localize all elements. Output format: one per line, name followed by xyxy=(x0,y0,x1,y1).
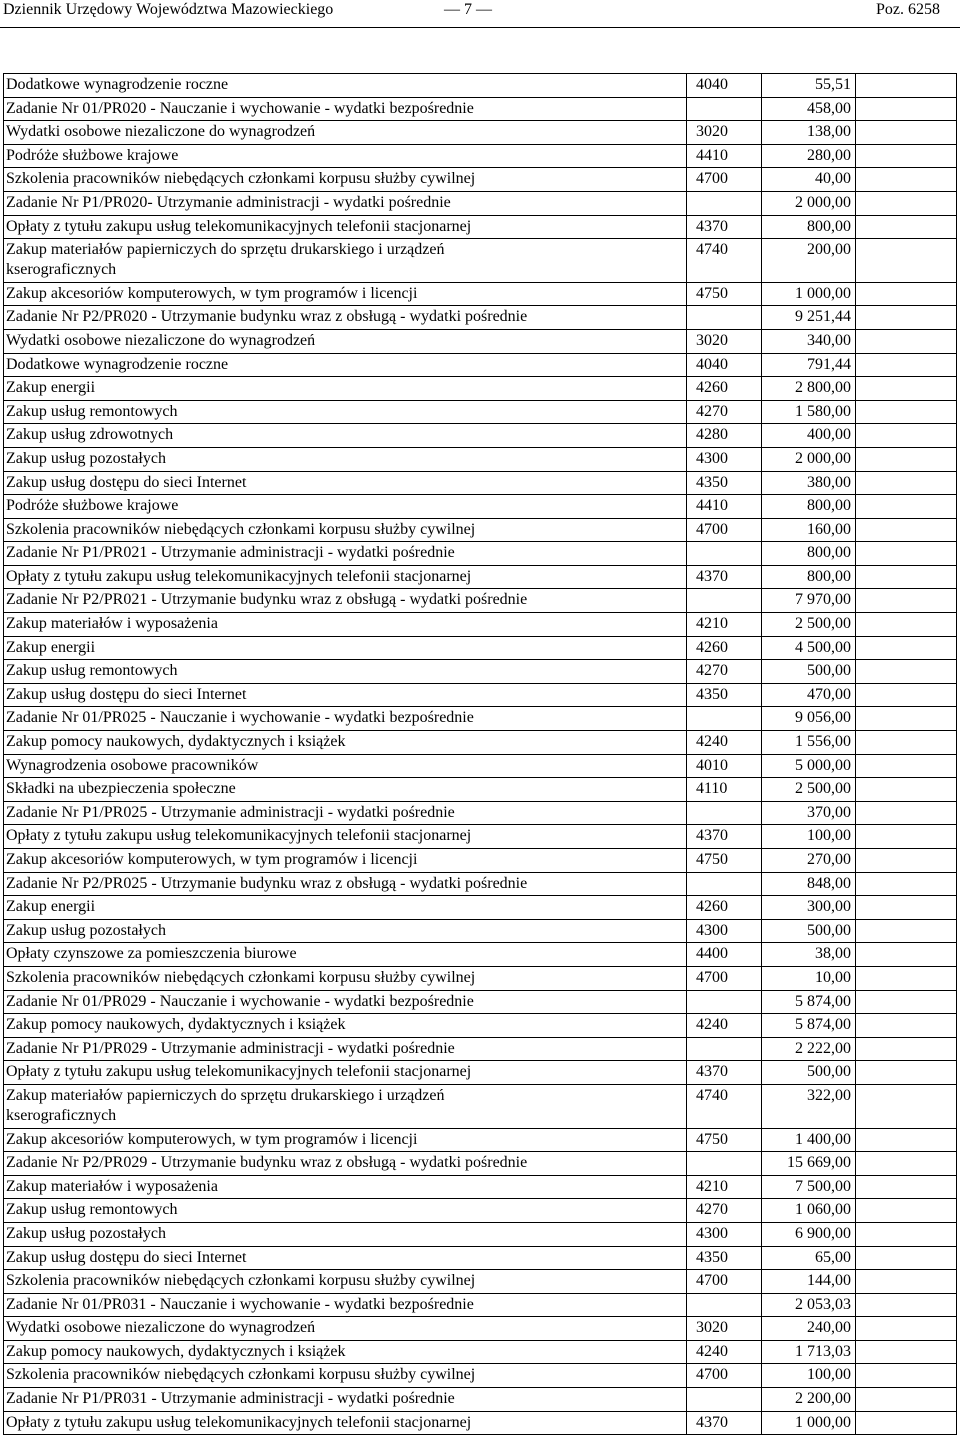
item-description: Opłaty z tytułu zakupu usług telekomunikacyjnych telefonii stacjonarnej xyxy=(4,566,687,589)
empty-cell xyxy=(856,566,957,589)
paragraph-code: 4300 xyxy=(687,1223,762,1246)
table-row xyxy=(4,731,957,755)
paragraph-code: 4350 xyxy=(687,1247,762,1270)
item-description: Szkolenia pracowników niebędących członkami korpusu służby cywilnej xyxy=(4,519,687,542)
empty-cell xyxy=(856,424,957,447)
item-description: Zadanie Nr P1/PR020- Utrzymanie administracji - wydatki pośrednie xyxy=(4,192,687,215)
empty-cell xyxy=(856,1199,957,1222)
table-row xyxy=(4,1038,957,1062)
budget-table xyxy=(3,73,957,1435)
amount: 270,00 xyxy=(762,849,856,872)
item-description: Podróże służbowe krajowe xyxy=(4,495,687,518)
item-description: Zakup usług pozostałych xyxy=(4,1223,687,1246)
table-row xyxy=(4,1270,957,1294)
table-row xyxy=(4,896,957,920)
table-row xyxy=(4,448,957,472)
amount: 791,44 xyxy=(762,354,856,377)
item-description: Wydatki osobowe niezaliczone do wynagrodzeń xyxy=(4,1317,687,1340)
paragraph-code: 4210 xyxy=(687,1176,762,1199)
empty-cell xyxy=(856,991,957,1014)
paragraph-code: 4300 xyxy=(687,920,762,943)
item-description: Wydatki osobowe niezaliczone do wynagrodzeń xyxy=(4,121,687,144)
paragraph-code: 4040 xyxy=(687,74,762,97)
amount: 9 251,44 xyxy=(762,306,856,329)
empty-cell xyxy=(856,145,957,168)
empty-cell xyxy=(856,707,957,730)
empty-cell xyxy=(856,239,957,282)
paragraph-code: 4240 xyxy=(687,1014,762,1037)
paragraph-code: 3020 xyxy=(687,121,762,144)
amount: 1 556,00 xyxy=(762,731,856,754)
table-row xyxy=(4,283,957,307)
item-description: Zakup usług zdrowotnych xyxy=(4,424,687,447)
amount: 100,00 xyxy=(762,1364,856,1387)
amount: 7 500,00 xyxy=(762,1176,856,1199)
item-description: Opłaty z tytułu zakupu usług telekomunikacyjnych telefonii stacjonarnej xyxy=(4,1061,687,1084)
empty-cell xyxy=(856,401,957,424)
empty-cell xyxy=(856,873,957,896)
item-description: Zakup energii xyxy=(4,896,687,919)
empty-cell xyxy=(856,920,957,943)
paragraph-code: 4740 xyxy=(687,1085,762,1128)
paragraph-code: 4270 xyxy=(687,401,762,424)
empty-cell xyxy=(856,660,957,683)
table-row xyxy=(4,354,957,378)
item-description: Zadanie Nr P1/PR025 - Utrzymanie administracji - wydatki pośrednie xyxy=(4,802,687,825)
amount: 1 580,00 xyxy=(762,401,856,424)
amount: 340,00 xyxy=(762,330,856,353)
amount: 5 000,00 xyxy=(762,755,856,778)
item-description: Wydatki osobowe niezaliczone do wynagrodzeń xyxy=(4,330,687,353)
paragraph-code: 4040 xyxy=(687,354,762,377)
paragraph-code: 4240 xyxy=(687,731,762,754)
table-row xyxy=(4,1176,957,1200)
amount: 2 500,00 xyxy=(762,613,856,636)
amount: 9 056,00 xyxy=(762,707,856,730)
empty-cell xyxy=(856,283,957,306)
table-row xyxy=(4,802,957,826)
table-row xyxy=(4,707,957,731)
paragraph-code: 3020 xyxy=(687,330,762,353)
table-row xyxy=(4,637,957,661)
paragraph-code xyxy=(687,542,762,565)
table-row xyxy=(4,943,957,967)
table-row xyxy=(4,1364,957,1388)
empty-cell xyxy=(856,519,957,542)
empty-cell xyxy=(856,330,957,353)
amount: 4 500,00 xyxy=(762,637,856,660)
page-header xyxy=(0,0,960,28)
item-description: Zadanie Nr 01/PR020 - Nauczanie i wychowanie - wydatki bezpośrednie xyxy=(4,98,687,121)
amount: 800,00 xyxy=(762,542,856,565)
item-description: Zakup usług remontowych xyxy=(4,401,687,424)
amount: 500,00 xyxy=(762,920,856,943)
table-row xyxy=(4,1317,957,1341)
table-row xyxy=(4,495,957,519)
amount: 5 874,00 xyxy=(762,991,856,1014)
empty-cell xyxy=(856,1364,957,1387)
item-description: Zakup materiałów i wyposażenia xyxy=(4,1176,687,1199)
empty-cell xyxy=(856,637,957,660)
table-row xyxy=(4,424,957,448)
empty-cell xyxy=(856,825,957,848)
empty-cell xyxy=(856,1412,957,1435)
empty-cell xyxy=(856,1270,957,1293)
table-row xyxy=(4,330,957,354)
paragraph-code: 4260 xyxy=(687,637,762,660)
amount: 240,00 xyxy=(762,1317,856,1340)
empty-cell xyxy=(856,1038,957,1061)
empty-cell xyxy=(856,1061,957,1084)
paragraph-code: 4270 xyxy=(687,1199,762,1222)
table-row xyxy=(4,239,957,283)
table-row xyxy=(4,967,957,991)
item-description: Szkolenia pracowników niebędących członkami korpusu służby cywilnej xyxy=(4,1270,687,1293)
item-description: Zakup usług remontowych xyxy=(4,660,687,683)
table-row xyxy=(4,1129,957,1153)
paragraph-code: 4260 xyxy=(687,377,762,400)
item-description: Zakup usług pozostałych xyxy=(4,920,687,943)
amount: 65,00 xyxy=(762,1247,856,1270)
paragraph-code: 4210 xyxy=(687,613,762,636)
amount: 280,00 xyxy=(762,145,856,168)
item-description: Zadanie Nr P1/PR031 - Utrzymanie administracji - wydatki pośrednie xyxy=(4,1388,687,1411)
empty-cell xyxy=(856,306,957,329)
item-description: Dodatkowe wynagrodzenie roczne xyxy=(4,74,687,97)
item-description: Podróże służbowe krajowe xyxy=(4,145,687,168)
amount: 7 970,00 xyxy=(762,589,856,612)
empty-cell xyxy=(856,684,957,707)
table-row xyxy=(4,1152,957,1176)
table-row xyxy=(4,566,957,590)
amount: 1 000,00 xyxy=(762,283,856,306)
table-row xyxy=(4,542,957,566)
amount: 138,00 xyxy=(762,121,856,144)
amount: 2 000,00 xyxy=(762,192,856,215)
paragraph-code xyxy=(687,192,762,215)
paragraph-code: 4370 xyxy=(687,566,762,589)
paragraph-code: 4750 xyxy=(687,849,762,872)
paragraph-code: 4350 xyxy=(687,684,762,707)
item-description: Szkolenia pracowników niebędących członkami korpusu służby cywilnej xyxy=(4,168,687,191)
empty-cell xyxy=(856,216,957,239)
empty-cell xyxy=(856,896,957,919)
paragraph-code: 4370 xyxy=(687,1061,762,1084)
empty-cell xyxy=(856,542,957,565)
amount: 1 000,00 xyxy=(762,1412,856,1435)
table-row xyxy=(4,660,957,684)
empty-cell xyxy=(856,448,957,471)
item-description: Szkolenia pracowników niebędących członkami korpusu służby cywilnej xyxy=(4,967,687,990)
paragraph-code xyxy=(687,873,762,896)
table-row xyxy=(4,472,957,496)
paragraph-code: 4700 xyxy=(687,967,762,990)
table-row xyxy=(4,145,957,169)
table-row xyxy=(4,401,957,425)
item-description: Zadanie Nr P2/PR020 - Utrzymanie budynku wraz z obsługą - wydatki pośrednie xyxy=(4,306,687,329)
item-description: Opłaty z tytułu zakupu usług telekomunikacyjnych telefonii stacjonarnej xyxy=(4,216,687,239)
paragraph-code: 4700 xyxy=(687,1270,762,1293)
paragraph-code xyxy=(687,1294,762,1317)
page-number: — 7 — xyxy=(444,1,492,18)
table-row xyxy=(4,684,957,708)
paragraph-code: 4410 xyxy=(687,145,762,168)
empty-cell xyxy=(856,755,957,778)
amount: 380,00 xyxy=(762,472,856,495)
paragraph-code: 4370 xyxy=(687,1412,762,1435)
paragraph-code xyxy=(687,802,762,825)
empty-cell xyxy=(856,192,957,215)
empty-cell xyxy=(856,1317,957,1340)
amount: 6 900,00 xyxy=(762,1223,856,1246)
amount: 5 874,00 xyxy=(762,1014,856,1037)
item-description: Zadanie Nr P1/PR029 - Utrzymanie administracji - wydatki pośrednie xyxy=(4,1038,687,1061)
paragraph-code xyxy=(687,1152,762,1175)
amount: 458,00 xyxy=(762,98,856,121)
table-row xyxy=(4,168,957,192)
table-row xyxy=(4,121,957,145)
table-row xyxy=(4,1061,957,1085)
paragraph-code: 4740 xyxy=(687,239,762,282)
item-description: Zakup akcesoriów komputerowych, w tym programów i licencji xyxy=(4,283,687,306)
amount: 800,00 xyxy=(762,566,856,589)
item-description: Zakup energii xyxy=(4,377,687,400)
table-row xyxy=(4,1199,957,1223)
amount: 2 000,00 xyxy=(762,448,856,471)
item-description: Opłaty z tytułu zakupu usług telekomunikacyjnych telefonii stacjonarnej xyxy=(4,1412,687,1435)
item-description: Zakup akcesoriów komputerowych, w tym programów i licencji xyxy=(4,849,687,872)
amount: 2 053,03 xyxy=(762,1294,856,1317)
table-row xyxy=(4,377,957,401)
amount: 15 669,00 xyxy=(762,1152,856,1175)
table-row xyxy=(4,920,957,944)
paragraph-code: 4350 xyxy=(687,472,762,495)
item-description: Zakup pomocy naukowych, dydaktycznych i książek xyxy=(4,1014,687,1037)
table-row xyxy=(4,873,957,897)
amount: 370,00 xyxy=(762,802,856,825)
amount: 2 500,00 xyxy=(762,778,856,801)
paragraph-code xyxy=(687,991,762,1014)
table-row xyxy=(4,192,957,216)
amount: 100,00 xyxy=(762,825,856,848)
empty-cell xyxy=(856,1152,957,1175)
item-description: Zakup materiałów papierniczych do sprzętu drukarskiego i urządzeń kserograficznych xyxy=(4,1085,687,1128)
amount: 144,00 xyxy=(762,1270,856,1293)
amount: 500,00 xyxy=(762,660,856,683)
item-description: Opłaty z tytułu zakupu usług telekomunikacyjnych telefonii stacjonarnej xyxy=(4,825,687,848)
item-description: Wynagrodzenia osobowe pracowników xyxy=(4,755,687,778)
paragraph-code: 4270 xyxy=(687,660,762,683)
table-row xyxy=(4,98,957,122)
empty-cell xyxy=(856,1129,957,1152)
amount: 55,51 xyxy=(762,74,856,97)
item-description: Zadanie Nr P1/PR021 - Utrzymanie administracji - wydatki pośrednie xyxy=(4,542,687,565)
table-row xyxy=(4,1223,957,1247)
item-description: Zadanie Nr P2/PR029 - Utrzymanie budynku wraz z obsługą - wydatki pośrednie xyxy=(4,1152,687,1175)
paragraph-code: 4370 xyxy=(687,216,762,239)
paragraph-code: 4010 xyxy=(687,755,762,778)
table-row xyxy=(4,216,957,240)
journal-title: Dziennik Urzędowy Województwa Mazowieckiego xyxy=(3,1,334,18)
item-description: Składki na ubezpieczenia społeczne xyxy=(4,778,687,801)
amount: 400,00 xyxy=(762,424,856,447)
position-number: Poz. 6258 xyxy=(876,1,940,18)
amount: 1 060,00 xyxy=(762,1199,856,1222)
item-description: Zadanie Nr P2/PR021 - Utrzymanie budynku wraz z obsługą - wydatki pośrednie xyxy=(4,589,687,612)
table-row xyxy=(4,613,957,637)
item-description: Zakup materiałów papierniczych do sprzętu drukarskiego i urządzeń kserograficznych xyxy=(4,239,687,282)
item-description: Zakup pomocy naukowych, dydaktycznych i książek xyxy=(4,1341,687,1364)
empty-cell xyxy=(856,495,957,518)
item-description: Zakup usług remontowych xyxy=(4,1199,687,1222)
paragraph-code: 4400 xyxy=(687,943,762,966)
table-row xyxy=(4,1388,957,1412)
empty-cell xyxy=(856,589,957,612)
amount: 2 222,00 xyxy=(762,1038,856,1061)
paragraph-code: 4370 xyxy=(687,825,762,848)
amount: 10,00 xyxy=(762,967,856,990)
item-description: Zadanie Nr P2/PR025 - Utrzymanie budynku wraz z obsługą - wydatki pośrednie xyxy=(4,873,687,896)
empty-cell xyxy=(856,1294,957,1317)
table-row xyxy=(4,1294,957,1318)
table-row xyxy=(4,519,957,543)
paragraph-code: 4700 xyxy=(687,519,762,542)
item-description: Zakup usług pozostałych xyxy=(4,448,687,471)
table-row xyxy=(4,589,957,613)
paragraph-code: 4300 xyxy=(687,448,762,471)
empty-cell xyxy=(856,1247,957,1270)
paragraph-code: 4110 xyxy=(687,778,762,801)
item-description: Zakup pomocy naukowych, dydaktycznych i książek xyxy=(4,731,687,754)
paragraph-code: 4260 xyxy=(687,896,762,919)
amount: 800,00 xyxy=(762,216,856,239)
amount: 2 200,00 xyxy=(762,1388,856,1411)
empty-cell xyxy=(856,967,957,990)
item-description: Zakup usług dostępu do sieci Internet xyxy=(4,472,687,495)
paragraph-code xyxy=(687,98,762,121)
item-description: Zakup usług dostępu do sieci Internet xyxy=(4,1247,687,1270)
paragraph-code: 4280 xyxy=(687,424,762,447)
item-description: Dodatkowe wynagrodzenie roczne xyxy=(4,354,687,377)
amount: 160,00 xyxy=(762,519,856,542)
amount: 500,00 xyxy=(762,1061,856,1084)
paragraph-code: 3020 xyxy=(687,1317,762,1340)
item-description: Zadanie Nr 01/PR025 - Nauczanie i wychowanie - wydatki bezpośrednie xyxy=(4,707,687,730)
empty-cell xyxy=(856,1223,957,1246)
empty-cell xyxy=(856,1014,957,1037)
paragraph-code xyxy=(687,707,762,730)
table-row xyxy=(4,306,957,330)
amount: 300,00 xyxy=(762,896,856,919)
empty-cell xyxy=(856,98,957,121)
amount: 38,00 xyxy=(762,943,856,966)
empty-cell xyxy=(856,1085,957,1128)
empty-cell xyxy=(856,943,957,966)
paragraph-code xyxy=(687,1038,762,1061)
item-description: Zakup materiałów i wyposażenia xyxy=(4,613,687,636)
table-row xyxy=(4,74,957,98)
table-row xyxy=(4,755,957,779)
item-description: Zadanie Nr 01/PR029 - Nauczanie i wychowanie - wydatki bezpośrednie xyxy=(4,991,687,1014)
amount: 848,00 xyxy=(762,873,856,896)
item-description: Opłaty czynszowe za pomieszczenia biurowe xyxy=(4,943,687,966)
empty-cell xyxy=(856,1341,957,1364)
paragraph-code: 4240 xyxy=(687,1341,762,1364)
item-description: Szkolenia pracowników niebędących członkami korpusu służby cywilnej xyxy=(4,1364,687,1387)
table-row xyxy=(4,1341,957,1365)
paragraph-code xyxy=(687,589,762,612)
paragraph-code: 4700 xyxy=(687,168,762,191)
empty-cell xyxy=(856,778,957,801)
amount: 322,00 xyxy=(762,1085,856,1128)
empty-cell xyxy=(856,849,957,872)
table-row xyxy=(4,1247,957,1271)
table-row xyxy=(4,1412,957,1436)
paragraph-code xyxy=(687,306,762,329)
empty-cell xyxy=(856,354,957,377)
paragraph-code: 4750 xyxy=(687,283,762,306)
empty-cell xyxy=(856,1388,957,1411)
empty-cell xyxy=(856,613,957,636)
table-row xyxy=(4,991,957,1015)
paragraph-code: 4750 xyxy=(687,1129,762,1152)
empty-cell xyxy=(856,802,957,825)
item-description: Zakup usług dostępu do sieci Internet xyxy=(4,684,687,707)
item-description: Zakup energii xyxy=(4,637,687,660)
amount: 40,00 xyxy=(762,168,856,191)
empty-cell xyxy=(856,377,957,400)
amount: 1 713,03 xyxy=(762,1341,856,1364)
amount: 2 800,00 xyxy=(762,377,856,400)
paragraph-code: 4410 xyxy=(687,495,762,518)
item-description: Zadanie Nr 01/PR031 - Nauczanie i wychowanie - wydatki bezpośrednie xyxy=(4,1294,687,1317)
table-row xyxy=(4,1014,957,1038)
empty-cell xyxy=(856,731,957,754)
empty-cell xyxy=(856,472,957,495)
table-row xyxy=(4,825,957,849)
empty-cell xyxy=(856,121,957,144)
table-row xyxy=(4,778,957,802)
table-row xyxy=(4,1085,957,1129)
table-row xyxy=(4,849,957,873)
item-description: Zakup akcesoriów komputerowych, w tym programów i licencji xyxy=(4,1129,687,1152)
amount: 200,00 xyxy=(762,239,856,282)
empty-cell xyxy=(856,168,957,191)
amount: 1 400,00 xyxy=(762,1129,856,1152)
amount: 800,00 xyxy=(762,495,856,518)
empty-cell xyxy=(856,74,957,97)
amount: 470,00 xyxy=(762,684,856,707)
paragraph-code xyxy=(687,1388,762,1411)
paragraph-code: 4700 xyxy=(687,1364,762,1387)
empty-cell xyxy=(856,1176,957,1199)
